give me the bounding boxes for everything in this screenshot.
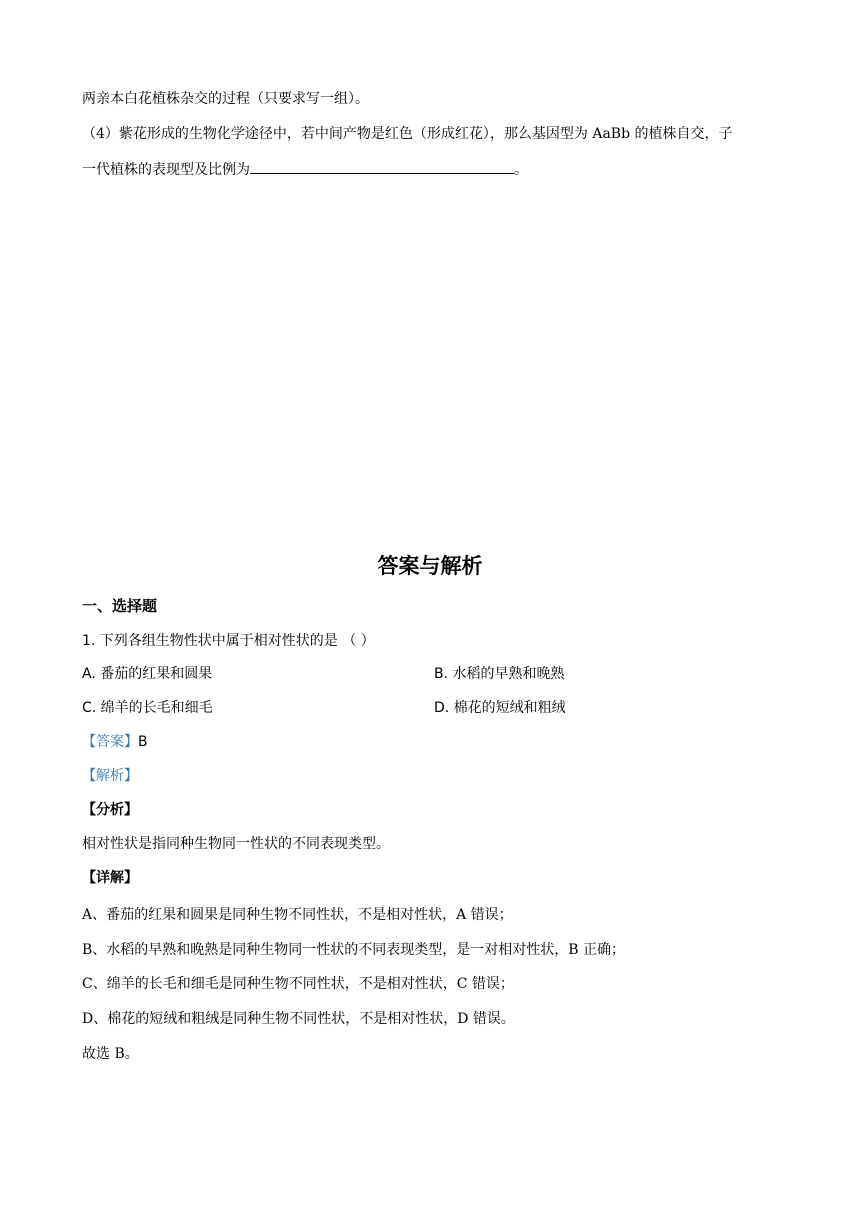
answer-value: B bbox=[138, 734, 148, 750]
question-line-3-prefix: 一代植株的表现型及比例为 bbox=[82, 162, 250, 178]
fenxi-text: 相对性状是指同种生物同一性状的不同表现类型。 bbox=[82, 836, 390, 852]
answer-line bbox=[82, 733, 148, 751]
answer-label: 【答案】 bbox=[82, 734, 138, 750]
question-line-1: 两亲本白花植株杂交的过程（只要求写一组）。 bbox=[82, 91, 369, 107]
question-1-stem: 1. 下列各组生物性状中属于相对性状的是 （ ） bbox=[82, 633, 375, 649]
fenxi-label: 【分析】 bbox=[82, 802, 138, 818]
option-a: A. 番茄的红果和圆果 bbox=[82, 666, 213, 682]
detail-line-d: D、棉花的短绒和粗绒是同种生物不同性状，不是相对性状，D 错误。 bbox=[82, 1011, 515, 1027]
analysis-label: 【解析】 bbox=[82, 768, 138, 784]
section-heading: 一、选择题 bbox=[82, 597, 158, 615]
detail-line-c: C、绵羊的长毛和细毛是同种生物不同性状，不是相对性状，C 错误； bbox=[82, 976, 514, 992]
detail-line-a: A、番茄的红果和圆果是同种生物不同性状，不是相对性状，A 错误； bbox=[82, 907, 513, 923]
question-line-3-suffix: 。 bbox=[514, 162, 528, 178]
answer-blank bbox=[250, 159, 514, 174]
option-c: C. 绵羊的长毛和细毛 bbox=[82, 700, 213, 716]
option-d: D. 棉花的短绒和粗绒 bbox=[434, 700, 566, 716]
answer-section-title: 答案与解析 bbox=[377, 553, 483, 578]
question-line-2: （4）紫花形成的生物化学途径中，若中间产物是红色（形成红花），那么基因型为 AaBb 的植株自交，子 bbox=[82, 126, 733, 142]
option-b: B. 水稻的早熟和晚熟 bbox=[434, 666, 565, 682]
detail-line-b: B、水稻的早熟和晚熟是同种生物同一性状的不同表现类型，是一对相对性状，B 正确； bbox=[82, 942, 626, 958]
xiangjie-label: 【详解】 bbox=[82, 870, 138, 886]
conclusion: 故选 B。 bbox=[82, 1046, 139, 1062]
question-line-3 bbox=[82, 159, 528, 179]
